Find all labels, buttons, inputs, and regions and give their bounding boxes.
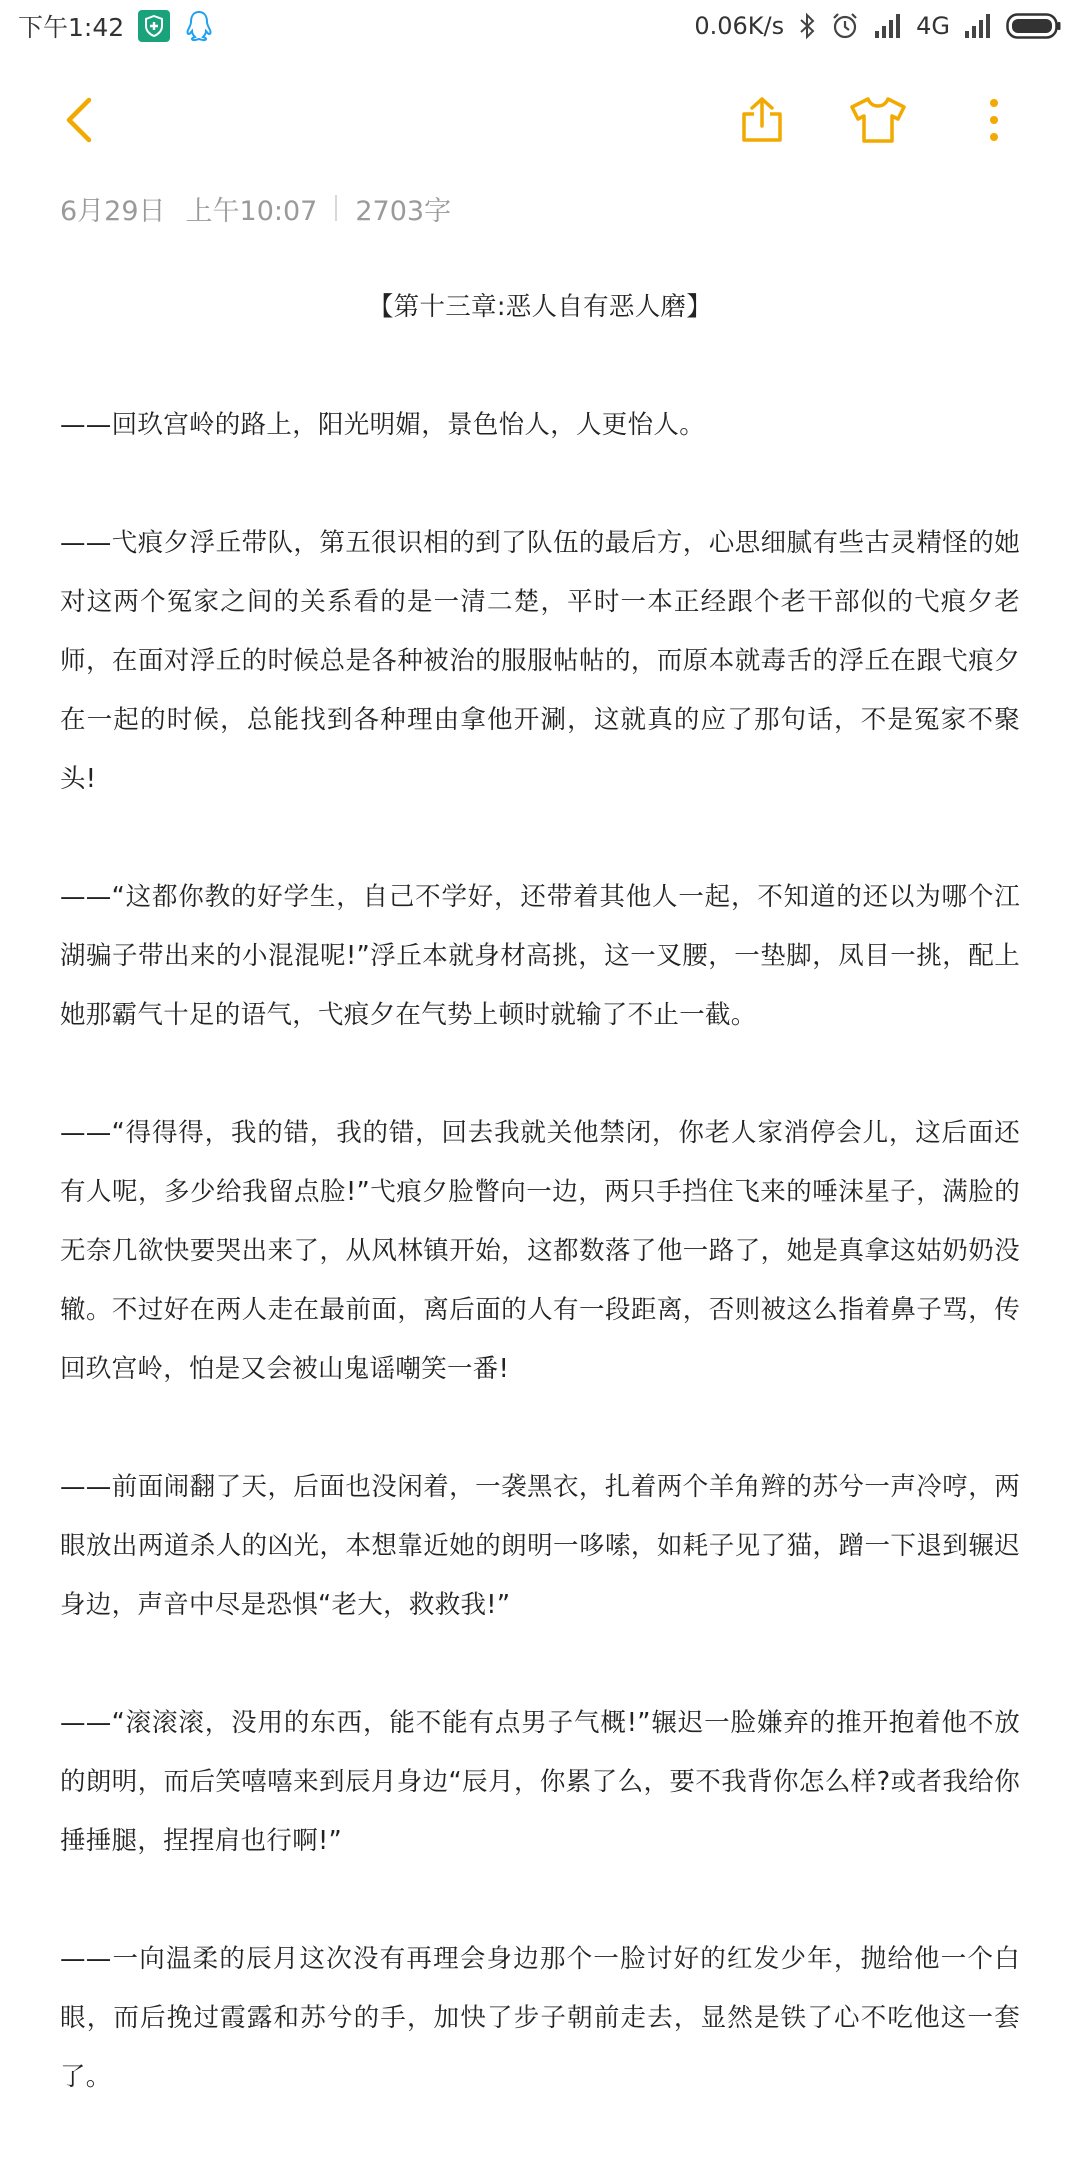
status-bar — [0, 0, 1080, 52]
share-button[interactable] — [722, 80, 802, 160]
qq-icon — [184, 10, 214, 42]
battery-icon — [1006, 13, 1062, 39]
meta-divider — [335, 195, 337, 221]
net-speed: 0.06K/s — [694, 12, 785, 40]
status-right — [694, 11, 1062, 41]
paragraph: ——前面闹翻了天，后面也没闲着，一袭黑衣，扎着两个羊角辫的苏兮一声冷哼，两眼放出两道杀人的凶光，本想靠近她的朗明一哆嗦，如耗子见了猫，蹭一下退到辗迟身边，声音中尽是恐惧“老大，救救我!” — [60, 1472, 1020, 1620]
bluetooth-icon — [798, 12, 816, 40]
note-meta — [60, 188, 451, 228]
back-arrow-icon — [63, 96, 93, 144]
chapter-title: 【第十三章:恶人自有恶人磨】 — [367, 292, 713, 322]
paragraph: ——弋痕夕浮丘带队，第五很识相的到了队伍的最后方，心思细腻有些古灵精怪的她对这两个冤家之间的关系看的是一清二楚，平时一本正经跟个老干部似的弋痕夕老师，在面对浮丘的时候总是各种被治的服服帖帖的，而原本就毒舌的浮丘在跟弋痕夕在一起的时候，总能找到各种理由拿他开涮，这就真的应了那句话，不是冤家不聚头! — [60, 528, 1020, 794]
paragraph: ——一向温柔的辰月这次没有再理会身边那个一脸讨好的红发少年，抛给他一个白眼，而后挽过霞露和苏兮的手，加快了步子朝前走去，显然是铁了心不吃他这一套了。 — [60, 1944, 1020, 2092]
network-type: 4G — [916, 12, 950, 40]
more-button[interactable] — [954, 80, 1034, 160]
alarm-icon — [830, 11, 860, 41]
share-icon — [737, 95, 787, 145]
signal-icon-2 — [964, 13, 992, 39]
paragraph: ——“得得得，我的错，我的错，回去我就关他禁闭，你老人家消停会儿，这后面还有人呢，多少给我留点脸!”弋痕夕脸瞥向一边，两只手挡住飞来的唾沫星子，满脸的无奈几欲快要哭出来了，从风林镇开始，这都数落了他一路了，她是真拿这姑奶奶没辙。不过好在两人走在最前面，离后面的人有一段距离，否则被这么指着鼻子骂，传回玖宫岭，怕是又会被山鬼谣嘲笑一番! — [60, 1118, 1020, 1384]
note-body[interactable] — [60, 278, 1020, 2166]
theme-button[interactable] — [838, 80, 918, 160]
paragraph: ——“滚滚滚，没用的东西，能不能有点男子气概!”辗迟一脸嫌弃的推开抱着他不放的朗明，而后笑嘻嘻来到辰月身边“辰月，你累了么，要不我背你怎么样?或者我给你捶捶腿，捏捏肩也行啊!” — [60, 1708, 1020, 1856]
toolbar — [0, 80, 1080, 160]
note-date: 6月29日 — [60, 195, 166, 227]
more-vertical-icon — [987, 97, 1001, 143]
status-left — [18, 8, 214, 44]
paragraph: ——回玖宫岭的路上，阳光明媚，景色怡人，人更怡人。 — [60, 410, 706, 440]
word-count: 2703字 — [355, 195, 452, 227]
tshirt-icon — [848, 95, 908, 145]
back-button[interactable] — [38, 80, 118, 160]
signal-icon — [874, 13, 902, 39]
shield-icon — [138, 10, 170, 42]
note-time: 上午10:07 — [185, 195, 318, 227]
status-time: 下午1:42 — [18, 13, 125, 42]
paragraph: ——“这都你教的好学生，自己不学好，还带着其他人一起，不知道的还以为哪个江湖骗子带出来的小混混呢!”浮丘本就身材高挑，这一叉腰，一垫脚，凤目一挑，配上她那霸气十足的语气，弋痕夕在气势上顿时就输了不止一截。 — [60, 882, 1020, 1030]
